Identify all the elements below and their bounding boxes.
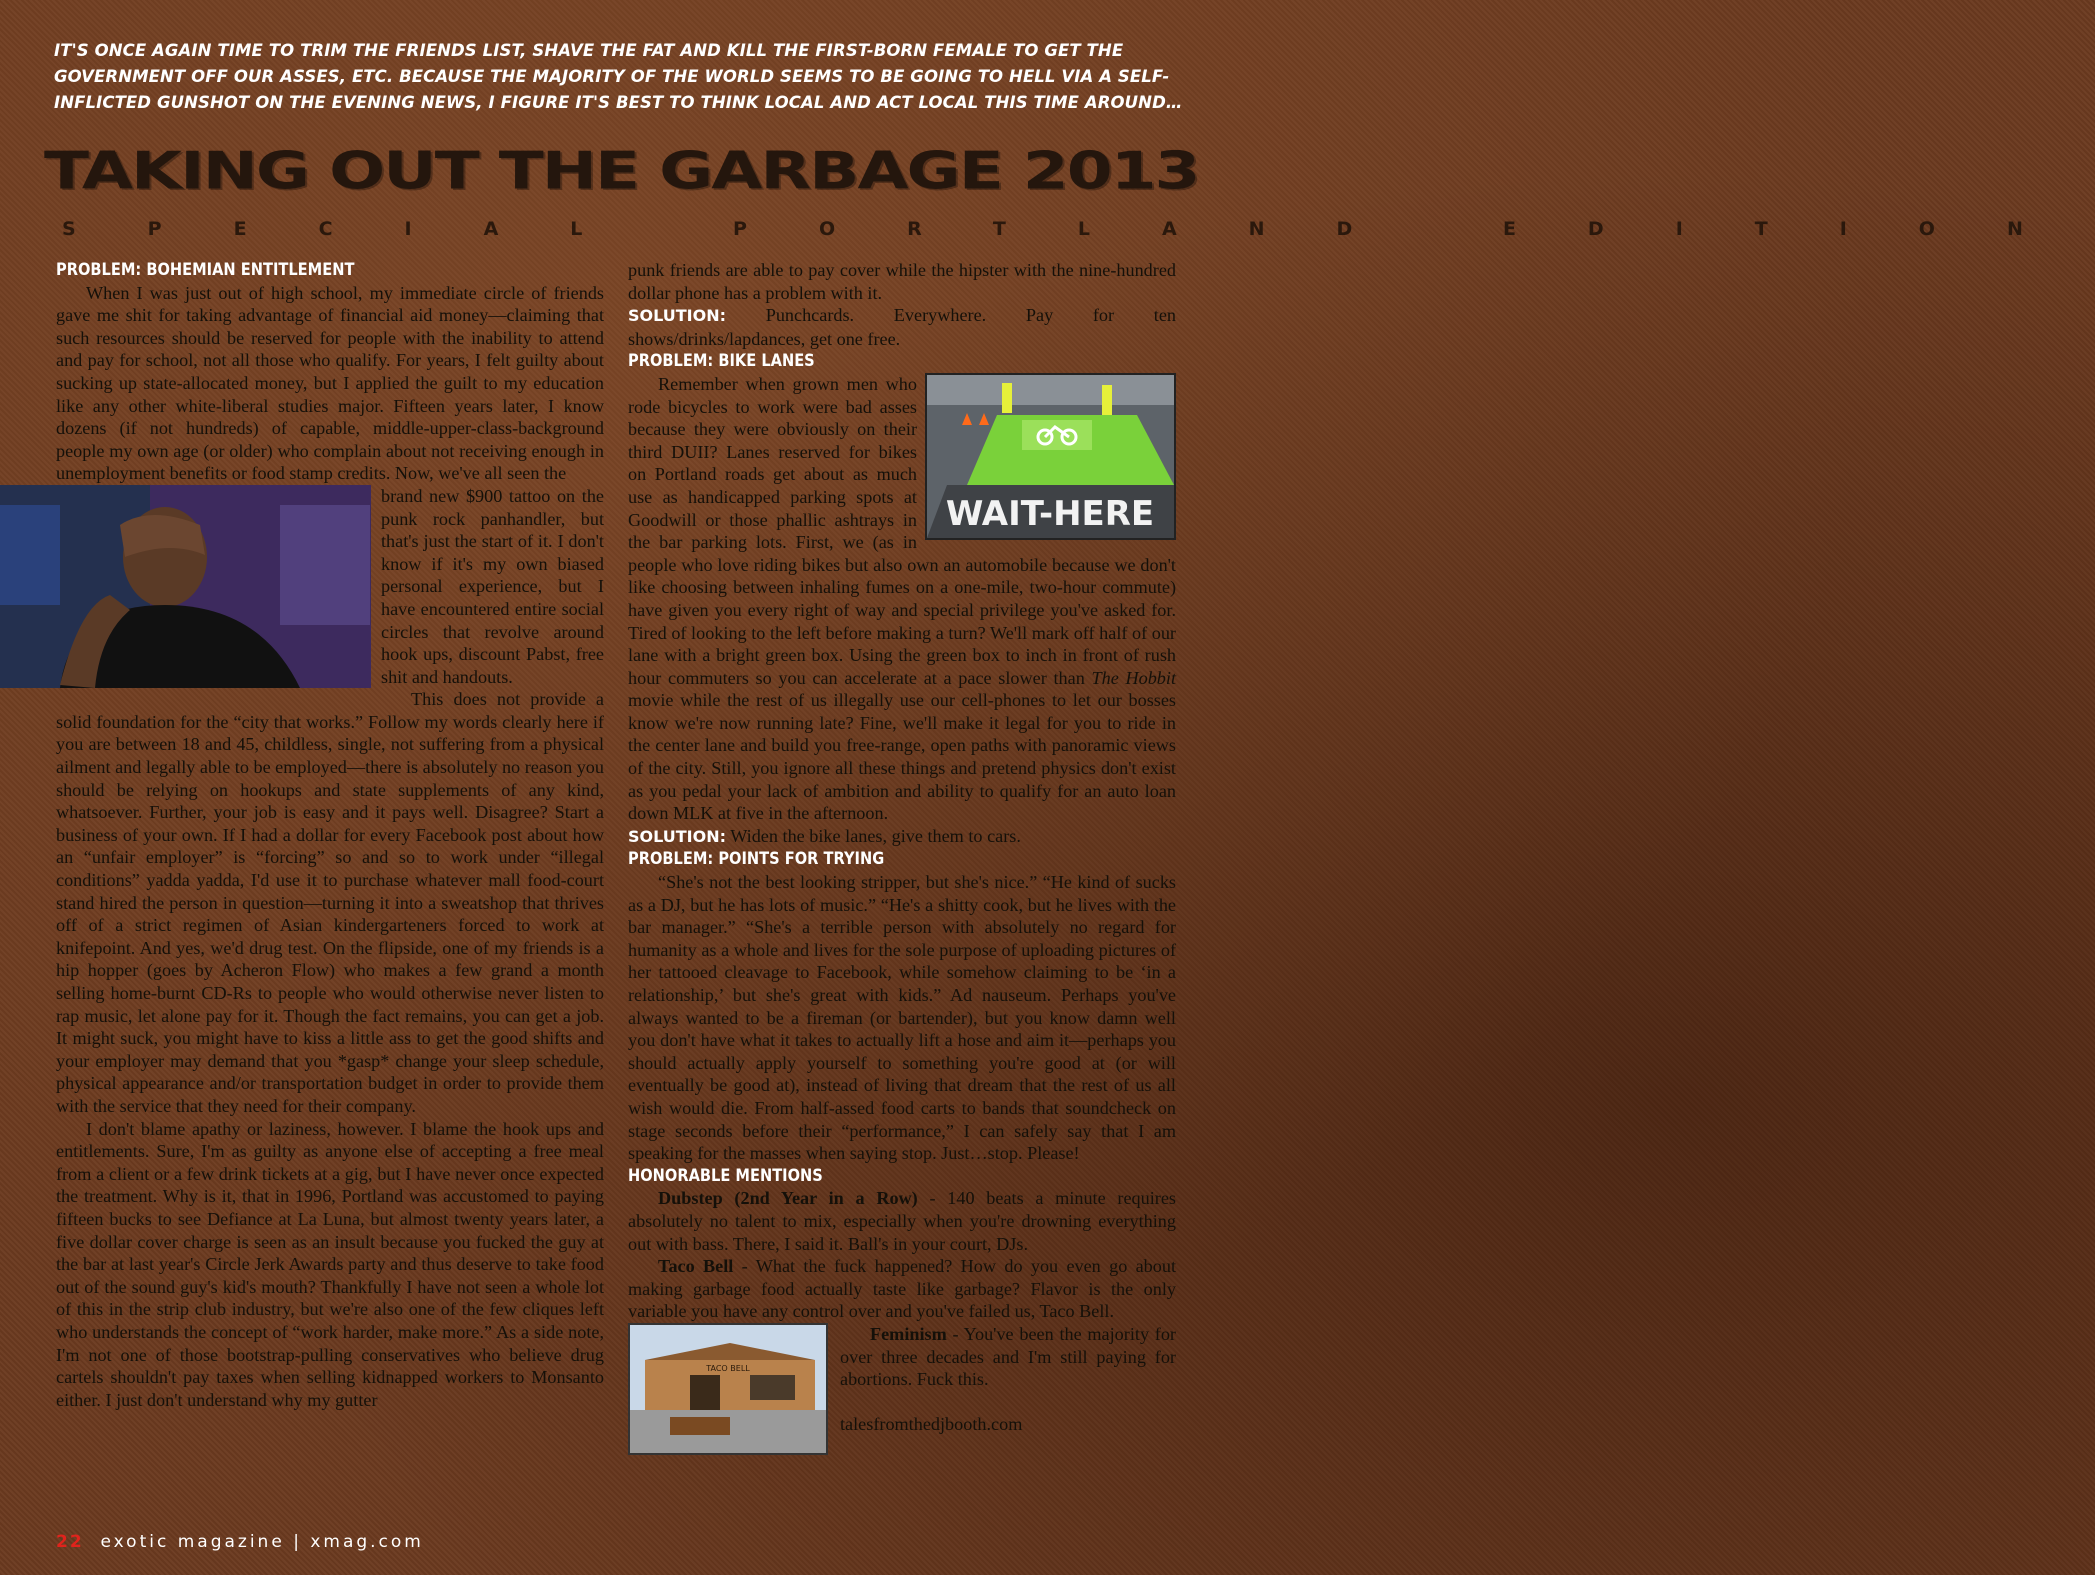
mention-taco-bell: Taco Bell - What the fuck happened? How do you even go about making garbage food actually taste like garbage? Flavor is the only variable you have any control over and you've failed us, Taco Bell.	[628, 1256, 1177, 1322]
page-footer	[56, 1532, 424, 1552]
footer-text: exotic magazine | xmag.com	[100, 1532, 424, 1552]
mention-dubstep: Dubstep (2nd Year in a Row) - 140 beats a minute requires absolutely no talent to mix, especially when you're drowning everything out with bass. There, I said it. Ball's in your court, DJs.	[628, 1188, 1176, 1254]
person-facepalm-image	[0, 485, 371, 688]
page-number: 22	[56, 1532, 84, 1552]
bike-lane-photo	[925, 373, 1176, 540]
heading-bohemian-entitlement: PROBLEM: BOHEMIAN ENTITLEMENT	[56, 260, 355, 280]
taco-bell-photo	[628, 1323, 828, 1455]
intro-text: IT'S ONCE AGAIN TIME TO TRIM THE FRIENDS LIST, SHAVE THE FAT AND KILL THE FIRST-BORN FEMALE TO GET THE GOVERNMENT OFF OUR ASSES, ETC. BECAUSE THE MAJORITY OF THE WORLD SEEMS TO BE GOING TO HELL VIA A SELF-INFLICTED GUNSHOT ON THE EVENING NEWS, I FIGURE IT'S BEST TO THINK LOCAL AND ACT LOCAL THIS TIME AROUND…	[54, 41, 1183, 112]
column-right	[628, 259, 1176, 1457]
paragraph: punk friends are able to pay cover while the hipster with the nine-hundred dollar phone has a problem with it.	[628, 260, 1176, 303]
solution-punchcards: SOLUTION: Punchcards. Everywhere. Pay for ten shows/drinks/lapdances, get one free.	[628, 305, 1176, 349]
paragraph: When I was just out of high school, my immediate circle of friends gave me shit for taking advantage of financial aid money—claiming that such resources should be reserved for people with the inability to attend and pay for school, not all those who qualify. For years, I felt guilty about sucking up state-allocated money, but I applied the guilt to my education like any other white-liberal studies major. Fifteen years later, I know dozens (if not hundreds) of capable, middle-upper-class-background people my own age (or older) who complain about not receiving enough in unemployment benefits or food stamp credits. Now, we've all seen the	[56, 282, 604, 484]
paragraph: Remember when grown men who rode bicycles to work were bad asses because they were obviously on their third DUII? Lanes reserved for bikes on Portland roads get about as much use as handicapped parking spots at Goodwill or those phallic ashtrays in the bar parking lots. First, we (as in people who love riding bikes but also own an automobile because we don't like choosing between inhaling fumes on a one-mile, two-hour commute) have given you every right of way and special privilege you've asked for. Tired of looking to the left before making a turn? We'll mark off half of our lane with a bright green box. Using the green box to inch in front of rush hour commuters so you can accelerate at a pace slower than The Hobbit movie while the rest of us illegally use our cell-phones to let our bosses know we're now running late? Fine, we'll make it legal for you to ride in the center lane and build you free-range, open paths with panoramic views of the city. Still, you ignore all these things and pretend physics don't exist as you pedal your lack of ambition and ability to qualify for an auto loan down MLK at five in the afternoon.	[628, 373, 1176, 824]
credit-line: talesfromthedjbooth.com	[840, 1413, 1023, 1434]
column-left	[56, 259, 604, 1411]
paragraph: “She's not the best looking stripper, but she's nice.” “He kind of sucks as a DJ, but he has lots of music.” “He's a shitty cook, but he lives with the bar manager.” “She's a terrible person with absolutely no regard for humanity as a whole and lives for the sole purpose of uploading pictures of her tattooed cleavage to Facebook, while somehow claiming to be ‘in a relationship,’ but she's great with kids.” Ad nauseum. Perhaps you've always wanted to be a fireman (or bartender), but you know damn well you don't have what it takes to actually lift a hose and aim it—perhaps you should actually apply yourself to something you're good at (or will eventually be good at), instead of living that dream that the rest of us all wish would die. From half-assed food carts to bands that soundcheck on stage seconds before their “performance,” I can safely say that I am speaking for the masses when saying stop. Just…stop. Please!	[628, 872, 1176, 1164]
heading-honorable-mentions: HONORABLE MENTIONS	[628, 1165, 823, 1186]
taco-bell-image	[630, 1325, 826, 1453]
solution-widen-lanes: SOLUTION: Widen the bike lanes, give them to cars.	[628, 825, 1021, 846]
kanye-photo	[0, 485, 371, 688]
bike-lane-image	[927, 375, 1174, 538]
bike-sign-text: WAIT-HERE	[945, 493, 1155, 534]
heading-points-for-trying: PROBLEM: POINTS FOR TRYING	[628, 849, 885, 870]
paragraph: I don't blame apathy or laziness, however. I blame the hook ups and entitlements. Sure, I'm as guilty as anyone else of accepting a free meal from a client or a few drink tickets at a gig, but I have never once expected the treatment. Why is it, that in 1996, Portland was accustomed to paying fifteen bucks to see Defiance at La Luna, but almost twenty years later, a five dollar cover charge is seen as an insult because you fucked the guy at the bar at last year's Circle Jerk Awards party and thus deserve to take food out of the sound guy's kid's mouth? Thankfully I have not seen a whole lot of this in the strip club industry, but we're also one of the few cliques left who understands the concept of “work harder, make more.” As a side note, I'm not one of those bootstrap-pulling conservatives who believe drug cartels shouldn't pay taxes when selling kidnapped workers to Monsanto either. I just don't understand why my gutter	[56, 1118, 604, 1410]
article-subtitle: SPECIAL PORTLAND EDITION	[62, 218, 2095, 240]
article-title: TAKING OUT THE GARBAGE 2013	[44, 140, 1199, 201]
paragraph: This does not provide a solid foundation for the “city that works.” Follow my words clearly here if you are between 18 and 45, childless, single, not suffering from a physical ailment and legally able to be employed—there is absolutely no reason you should be relying on hookups and state supplements of any kind, whatsoever. Further, your job is easy and it pays well. Disagree? Start a business of your own. If I had a dollar for every Facebook post about how an “unfair employer” is “forcing” so and so to work under “illegal conditions” yadda yadda, I'd use it to purchase whatever mall food-court stand hired the person in question—turning it into a sweatshop that thrives off of a strict regimen of Asian kindergarteners forced to work at knifepoint. And yes, we'd drug test. On the flipside, one of my friends is a hip hopper (goes by Acheron Flow) who makes a few grand a month selling home-burnt CD-Rs to people who would otherwise never listen to rap music, let alone pay for it. Though the fact remains, you can get a job. It might suck, you might have to kiss a little ass to get the good shifts and your employer may demand that you *gasp* change your sleep schedule, physical appearance and/or transportation budget in order to provide them with the service that they need for their company.	[56, 689, 604, 1116]
mention-feminism: Feminism - You've been the majority for over three decades and I'm still paying for abortions. Fuck this.	[840, 1323, 1176, 1390]
heading-bike-lanes: PROBLEM: BIKE LANES	[628, 351, 815, 372]
paragraph: brand new $900 tattoo on the punk rock panhandler, but that's just the start of it. I don't know if it's my own biased personal experience, but I have encountered entire social circles that revolve around hook ups, discount Pabst, free shit and handouts.	[381, 485, 604, 687]
taco-sign-text: TACO BELL	[706, 1363, 750, 1373]
